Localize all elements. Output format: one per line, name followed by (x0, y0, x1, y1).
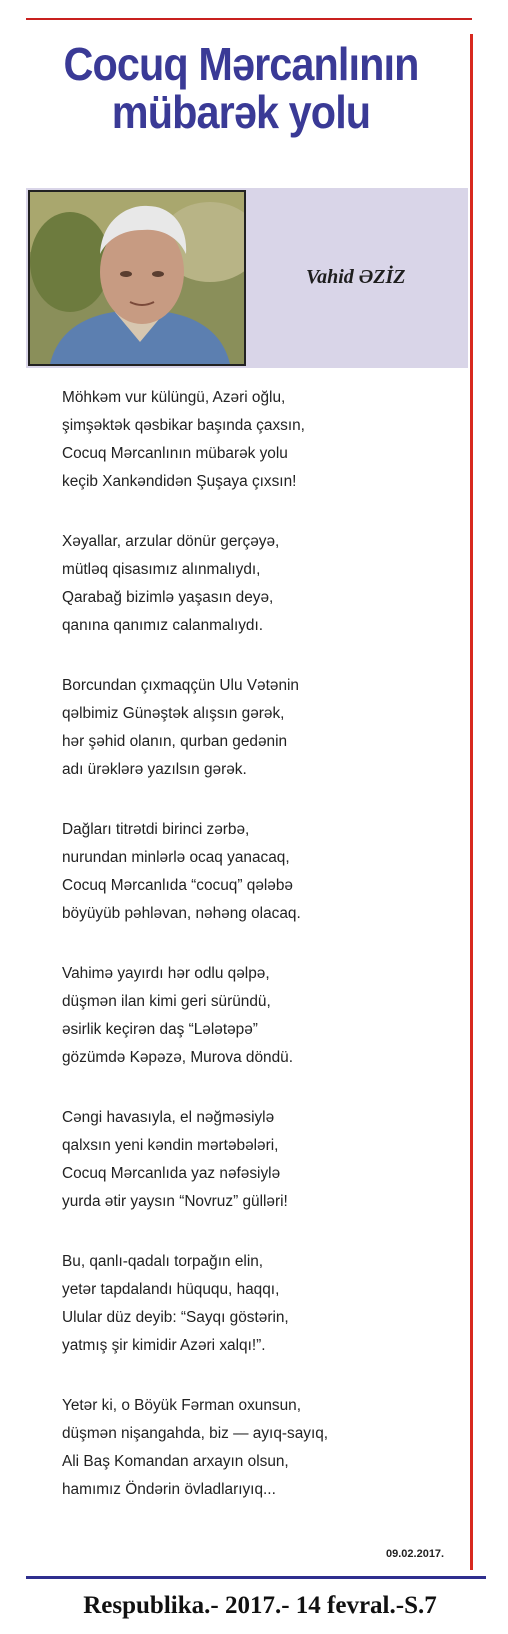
top-rule (26, 18, 472, 20)
poem-line: Yetər ki, o Böyük Fərman oxunsun, (62, 1397, 301, 1414)
stanza (62, 384, 462, 496)
poem-line: Cocuq Mərcanlının mübarək yolu (62, 445, 288, 462)
author-portrait-icon (28, 190, 246, 366)
stanza (62, 1104, 462, 1216)
poem-line: yatmış şir kimidir Azəri xalqı!”. (62, 1337, 266, 1354)
right-rule (470, 34, 473, 1570)
stanza (62, 528, 462, 640)
poem-line: Ulular düz deyib: “Sayqı göstərin, (62, 1309, 289, 1326)
author-name: Vahid ƏZİZ (306, 266, 406, 288)
poem-line: düşmən ilan kimi geri süründü, (62, 993, 271, 1010)
poem-line: gözümdə Kəpəzə, Murova döndü. (62, 1049, 294, 1066)
title-line-2: mübarək yolu (111, 86, 371, 138)
poem-line: Bu, qanlı-qadalı torpağın elin, (62, 1253, 264, 1270)
poem-line: Möhkəm vur külüngü, Azəri oğlu, (62, 389, 286, 406)
poem-line: Dağları titrətdi birinci zərbə, (62, 821, 250, 838)
stanza (62, 672, 462, 784)
poem-line: Ali Baş Komandan arxayın olsun, (62, 1453, 289, 1470)
poem-line: düşmən nişangahda, biz — ayıq-sayıq, (62, 1425, 329, 1442)
poem (62, 384, 462, 1536)
poem-line: Cəngi havasıyla, el nəğməsiylə (62, 1109, 275, 1126)
poem-line: şimşəktək qəsbikar başında çaxsın, (62, 417, 305, 434)
poem-line: Cocuq Mərcanlıda yaz nəfəsiylə (62, 1165, 281, 1182)
poem-line: hamımız Öndərin övladlarıyıq... (62, 1481, 276, 1498)
poem-line: Xəyallar, arzular dönür gerçəyə, (62, 533, 280, 550)
poem-line: nurundan minlərlə ocaq yanacaq, (62, 849, 290, 866)
poem-line: Qarabağ bizimlə yaşasın deyə, (62, 589, 274, 606)
stanza (62, 1392, 462, 1504)
source-citation: Respublika.- 2017.- 14 fevral.-S.7 (83, 1592, 437, 1619)
poem-line: yurda ətir yaysın “Novruz” gülləri! (62, 1193, 288, 1210)
poem-line: qalxsın yeni kəndin mərtəbələri, (62, 1137, 279, 1154)
poem-line: böyüyüb pəhləvan, nəhəng olacaq. (62, 905, 301, 922)
poem-line: adı ürəklərə yazılsın gərək. (62, 761, 247, 778)
poem-line: Borcundan çıxmaqçün Ulu Vətənin (62, 677, 299, 694)
bottom-rule (26, 1576, 486, 1579)
poem-line: keçib Xankəndidən Şuşaya çıxsın! (62, 473, 297, 490)
stanza (62, 1248, 462, 1360)
poem-line: Cocuq Mərcanlıda “cocuq” qələbə (62, 877, 293, 894)
poem-line: yetər tapdalandı hüququ, haqqı, (62, 1281, 280, 1298)
title-line-1: Cocuq Mərcanlının (63, 38, 419, 90)
poem-line: qanına qanımız calanmalıydı. (62, 617, 264, 634)
poem-date: 09.02.2017. (386, 1548, 445, 1560)
poem-line: mütləq qisasımız alınmalıydı, (62, 561, 261, 578)
stanza (62, 816, 462, 928)
stanza (62, 960, 462, 1072)
poem-line: əsirlik keçirən daş “Lələtəpə” (62, 1021, 258, 1038)
article-title (48, 40, 435, 136)
poem-line: Vahimə yayırdı hər odlu qəlpə, (62, 965, 270, 982)
poem-line: qəlbimiz Günəştək alışsın gərək, (62, 705, 285, 722)
poem-line: hər şəhid olanın, qurban gedənin (62, 733, 288, 750)
